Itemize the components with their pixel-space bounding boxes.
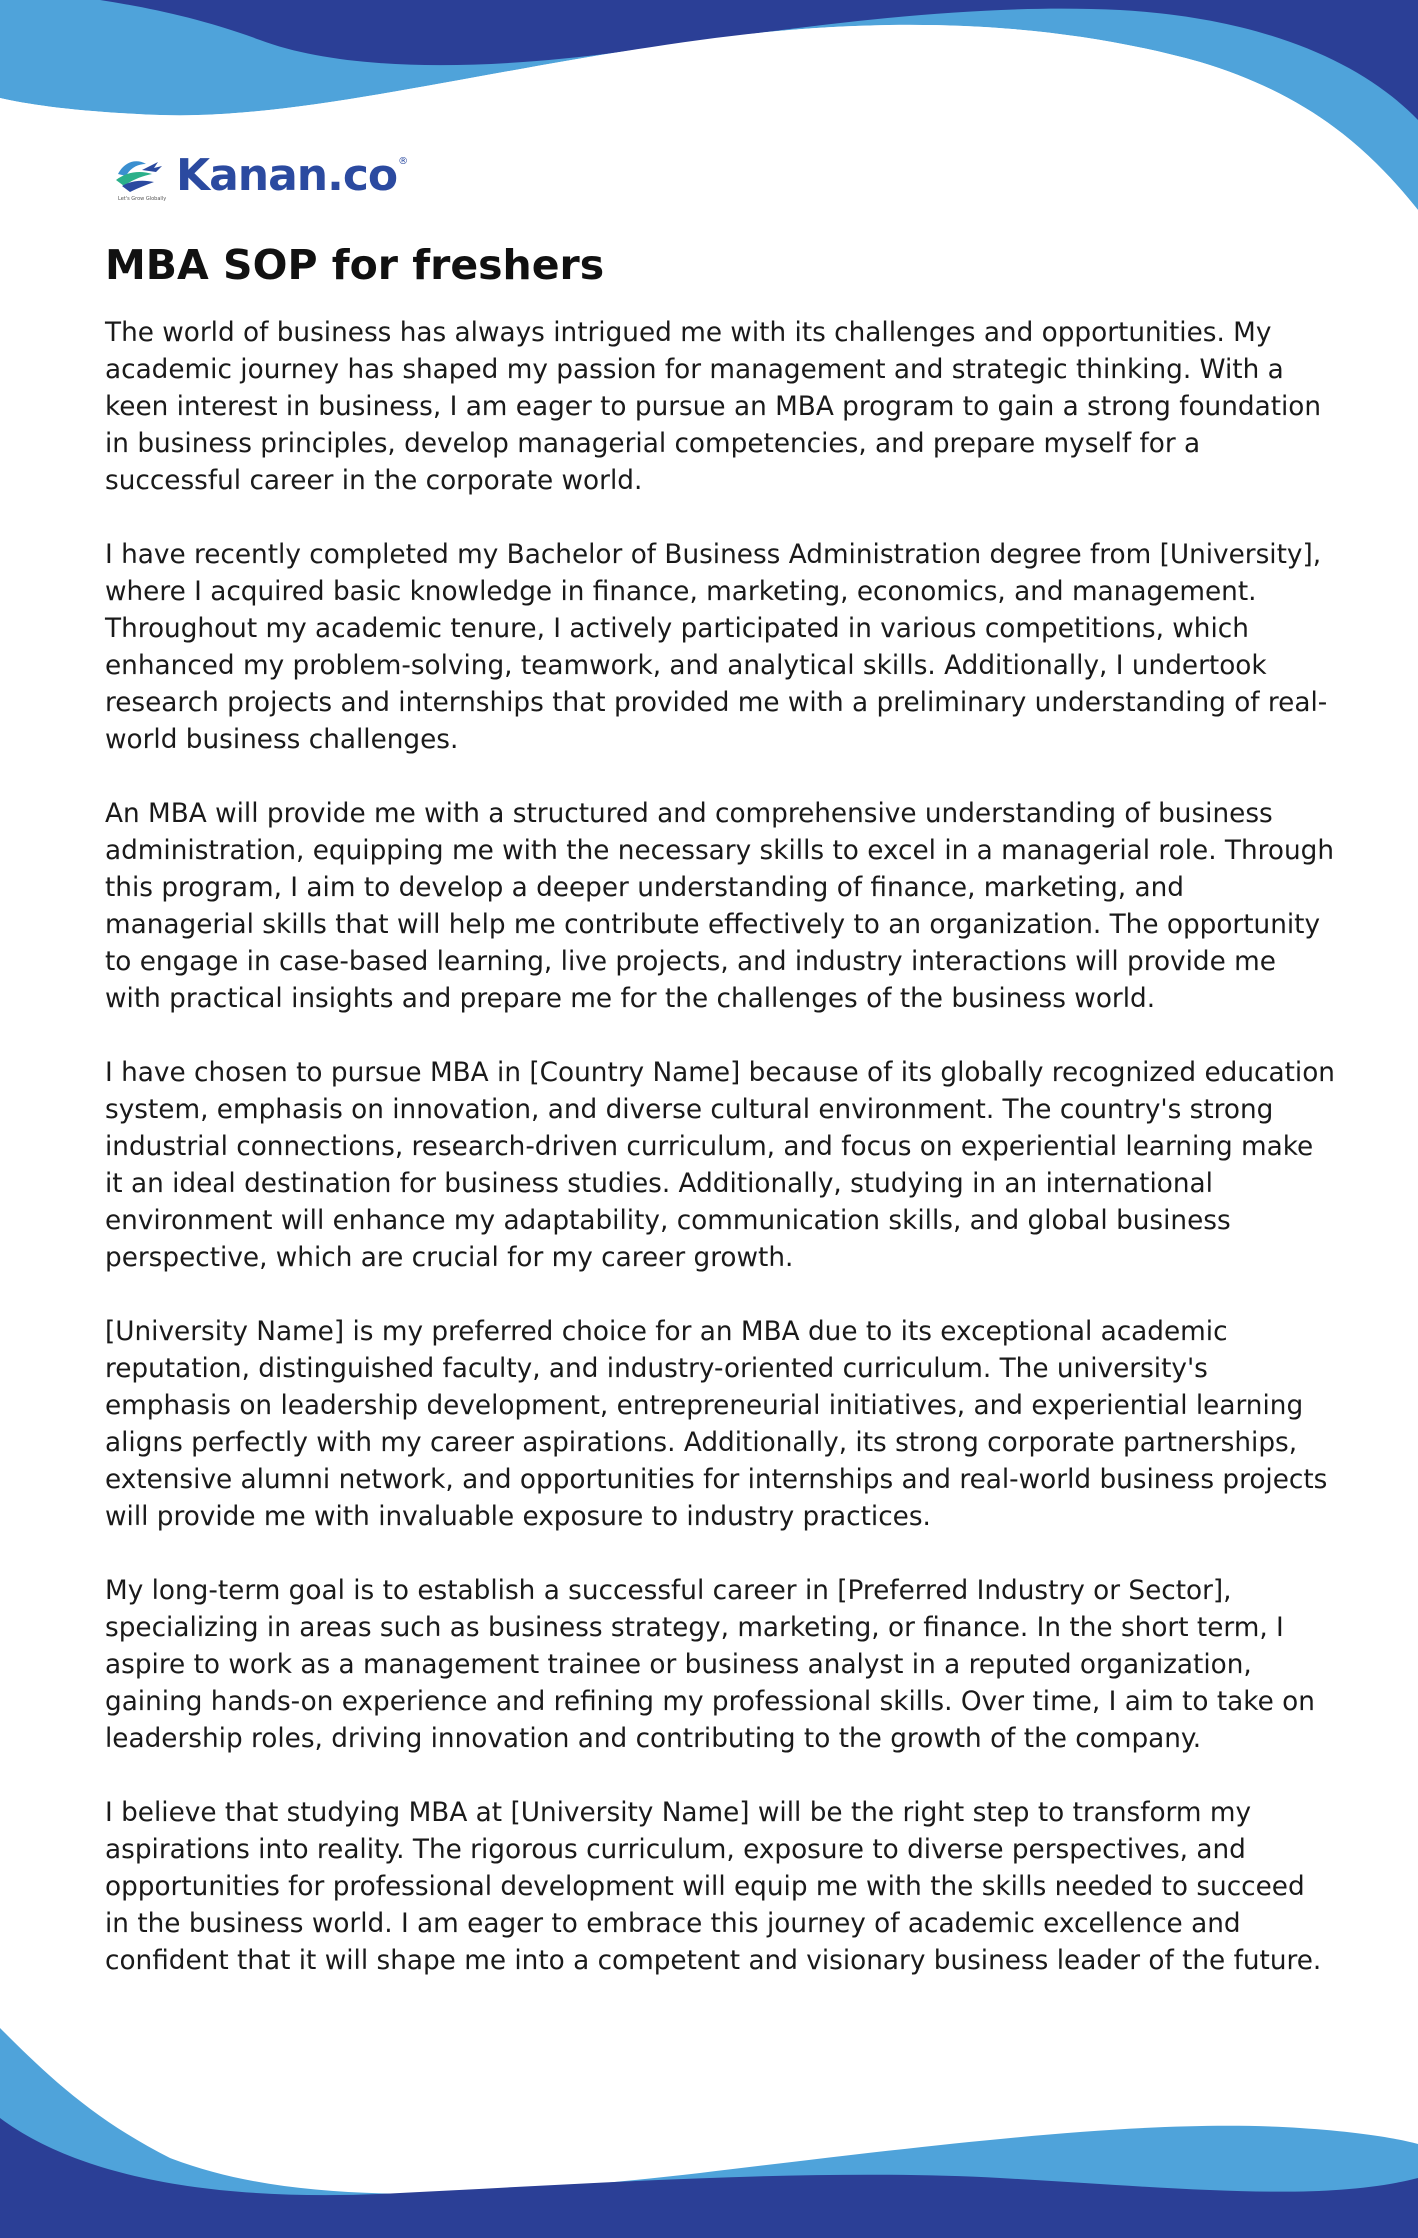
paragraph-why-university: [University Name] is my preferred choice for an MBA due to its exceptional academic reputation, distinguished faculty, and industry-oriented curriculum. The university's emphasis on leadership development, entrepreneurial initiatives, and experiential learning aligns perfectly with my career aspirations. Additionally, its strong corporate partnerships, extensive alumni network, and opportunities for internships and real-world business projects will provide me with invaluable exposure to industry practices. <box>105 1317 1328 1533</box>
brand-name: Kanan.co <box>176 150 398 201</box>
document-title: MBA SOP for freshers <box>105 241 605 289</box>
paragraph-conclusion: I believe that studying MBA at [University Name] will be the right step to transform my aspirations into reality. The rigorous curriculum, exposure to diverse perspectives, and opportunities for professional development will equip me with the skills needed to succeed in the business world. I am eager to embrace this journey of academic excellence and confident that it will shape me into a competent and visionary business leader of the future. <box>105 1798 1322 1977</box>
document-body <box>105 240 1335 2017</box>
brand-tagline: Let's Grow Globally <box>118 196 167 202</box>
paragraph-why-mba: An MBA will provide me with a structured and comprehensive understanding of business administration, equipping me with the necessary skills to excel in a managerial role. Through this program, I aim to develop a deeper understanding of finance, marketing, and managerial skills that will help me contribute effectively to an organization. The opportunity to engage in case-based learning, live projects, and industry interactions will provide me with practical insights and prepare me for the challenges of the business world. <box>105 799 1335 1015</box>
bottom-wave-decoration <box>0 1988 1418 2238</box>
paragraph-academic-background: I have recently completed my Bachelor of Business Administration degree from [University], where I acquired basic knowledge in finance, marketing, economics, and management. Throughout my academic tenure, I actively participated in various competitions, which enhanced my problem-solving, teamwork, and analytical skills. Additionally, I undertook research projects and internships that provided me with a preliminary understanding of real-world business challenges. <box>105 540 1328 756</box>
paragraph-introduction: The world of business has always intrigued me with its challenges and opportunities. My academic journey has shaped my passion for management and strategic thinking. With a keen interest in business, I am eager to pursue an MBA program to gain a strong foundation in business principles, develop managerial competencies, and prepare myself for a successful career in the corporate world. <box>105 318 1322 497</box>
paragraph-career-goals: My long-term goal is to establish a successful career in [Preferred Industry or Sector], specializing in areas such as business strategy, marketing, or finance. In the short term, I aspire to work as a management trainee or business analyst in a reputed organization, gaining hands-on experience and refining my professional skills. Over time, I aim to take on leadership roles, driving innovation and contributing to the growth of the company. <box>105 1576 1315 1755</box>
registered-mark: ® <box>398 156 409 167</box>
paragraph-why-country: I have chosen to pursue MBA in [Country Name] because of its globally recognized education system, emphasis on innovation, and diverse cultural environment. The country's strong industrial connections, research-driven curriculum, and focus on experiential learning make it an ideal destination for business studies. Additionally, studying in an international environment will enhance my adaptability, communication skills, and global business perspective, which are crucial for my career growth. <box>105 1058 1335 1274</box>
brand-logo <box>112 146 408 206</box>
top-wave-decoration <box>0 0 1418 260</box>
globe-plane-icon <box>112 150 174 202</box>
